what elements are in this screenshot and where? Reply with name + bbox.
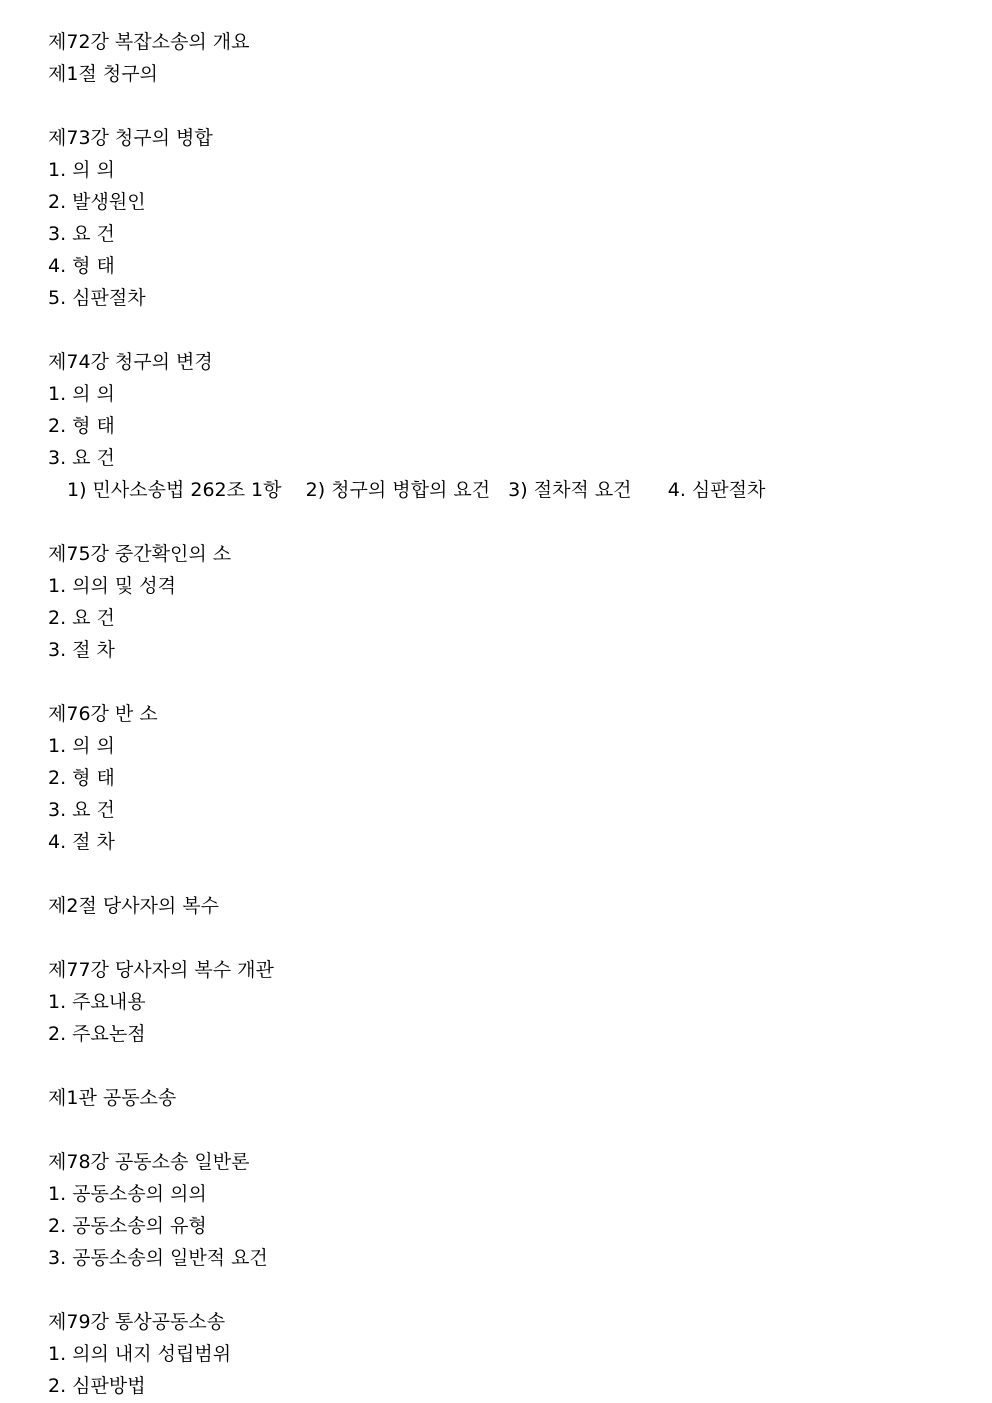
lecture-heading: 제79강 통상공동소송 — [48, 1311, 226, 1333]
list-item: 1. 의 의 — [48, 383, 115, 405]
blank-line — [48, 506, 972, 538]
list-item: 4. 절 차 — [48, 831, 115, 853]
lecture-heading: 제76강 반 소 — [48, 703, 158, 725]
blank-line — [48, 1274, 972, 1306]
lecture-heading: 제78강 공동소송 일반론 — [48, 1151, 250, 1173]
list-item: 1. 의의 내지 성립범위 — [48, 1343, 232, 1365]
document-body — [48, 26, 972, 1402]
list-item: 4. 형 태 — [48, 255, 115, 277]
section-heading: 제1절 청구의 — [48, 63, 158, 85]
list-item: 2. 형 태 — [48, 767, 115, 789]
list-item: 2. 형 태 — [48, 415, 115, 437]
blank-line — [48, 666, 972, 698]
list-item: 3. 절 차 — [48, 639, 115, 661]
lecture-heading: 제77강 당사자의 복수 개관 — [48, 959, 274, 981]
list-item: 1. 의 의 — [48, 735, 115, 757]
list-item: 2. 심판방법 — [48, 1375, 146, 1397]
subsection-heading: 제1관 공동소송 — [48, 1087, 177, 1109]
list-item: 3. 요 건 — [48, 223, 115, 245]
list-item: 3. 요 건 — [48, 447, 115, 469]
lecture-heading: 제74강 청구의 변경 — [48, 351, 213, 373]
lecture-heading: 제73강 청구의 병합 — [48, 127, 213, 149]
list-item: 1. 공동소송의 의의 — [48, 1183, 207, 1205]
list-item: 1. 주요내용 — [48, 991, 146, 1013]
list-item: 1. 의 의 — [48, 159, 115, 181]
blank-line — [48, 1050, 972, 1082]
blank-line — [48, 922, 972, 954]
list-item: 2. 요 건 — [48, 607, 115, 629]
list-item: 3. 공동소송의 일반적 요건 — [48, 1247, 268, 1269]
blank-line — [48, 1114, 972, 1146]
sub-list-line: 1) 민사소송법 262조 1항 2) 청구의 병합의 요건 3) 절차적 요건 4. 심판절차 — [67, 479, 766, 501]
list-item: 1. 의의 및 성격 — [48, 575, 177, 597]
list-item: 5. 심판절차 — [48, 287, 146, 309]
list-item: 2. 주요논점 — [48, 1023, 146, 1045]
lecture-heading: 제75강 중간확인의 소 — [48, 543, 232, 565]
list-item: 2. 발생원인 — [48, 191, 146, 213]
list-item: 3. 요 건 — [48, 799, 115, 821]
blank-line — [48, 314, 972, 346]
blank-line — [48, 858, 972, 890]
list-item: 2. 공동소송의 유형 — [48, 1215, 207, 1237]
blank-line — [48, 90, 972, 122]
lecture-heading: 제72강 복잡소송의 개요 — [48, 31, 250, 53]
section-heading: 제2절 당사자의 복수 — [48, 895, 219, 917]
